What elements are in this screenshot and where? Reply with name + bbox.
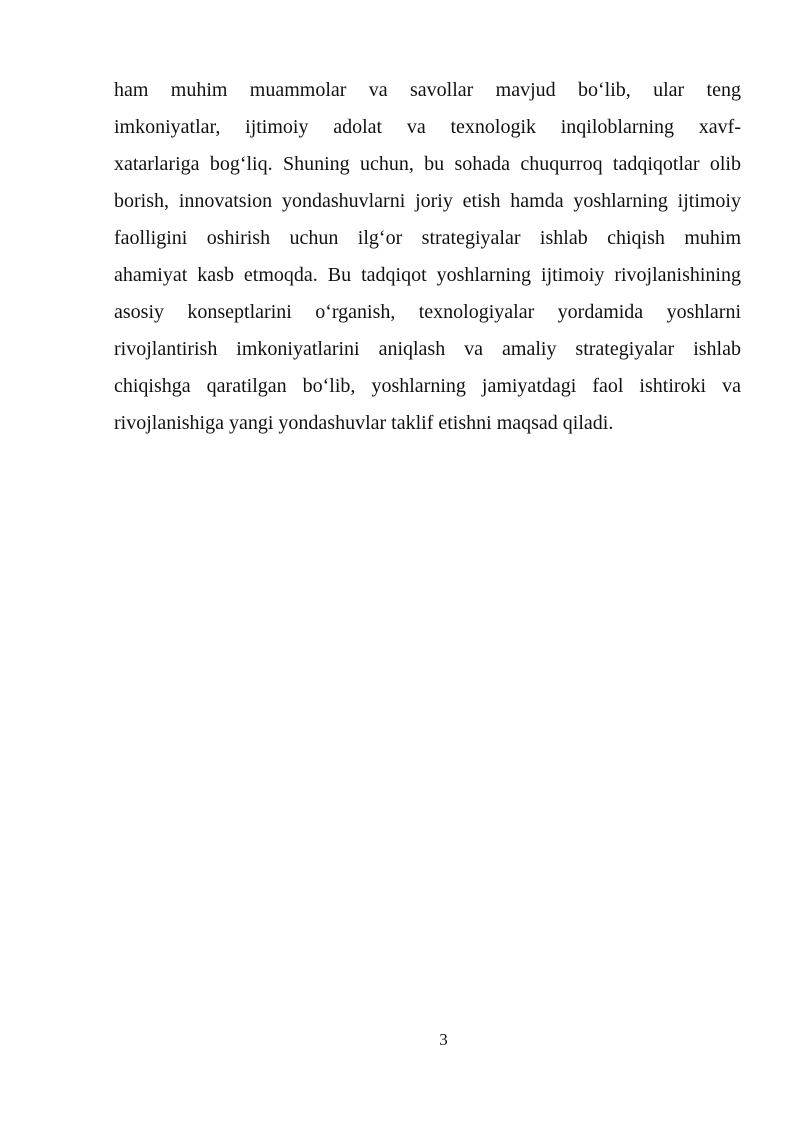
paragraph-line: rivojlantirish imkoniyatlarini aniqlash va amaliy strategiyalar ishlab [114,338,741,360]
paragraph-line: imkoniyatlar, ijtimoiy adolat va texnologik inqiloblarning xavf- [114,116,741,138]
paragraph-line: borish, innovatsion yondashuvlarni joriy etish hamda yoshlarning ijtimoiy [114,190,741,212]
paragraph-line: asosiy konseptlarini o‘rganish, texnologiyalar yordamida yoshlarni [114,301,741,323]
paragraph-line: rivojlanishiga yangi yondashuvlar taklif etishni maqsad qiladi. [114,412,614,434]
paragraph-line: xatarlariga bog‘liq. Shuning uchun, bu sohada chuqurroq tadqiqotlar olib [114,153,741,175]
body-paragraph [114,72,741,442]
paragraph-line: ahamiyat kasb etmoqda. Bu tadqiqot yoshlarning ijtimoiy rivojlanishining [114,264,741,286]
paragraph-line: faolligini oshirish uchun ilg‘or strategiyalar ishlab chiqish muhim [114,227,741,249]
page-number: 3 [439,1030,448,1049]
paragraph-line: chiqishga qaratilgan bo‘lib, yoshlarning jamiyatdagi faol ishtiroki va [114,375,741,397]
paragraph-line: ham muhim muammolar va savollar mavjud bo‘lib, ular teng [114,79,741,101]
